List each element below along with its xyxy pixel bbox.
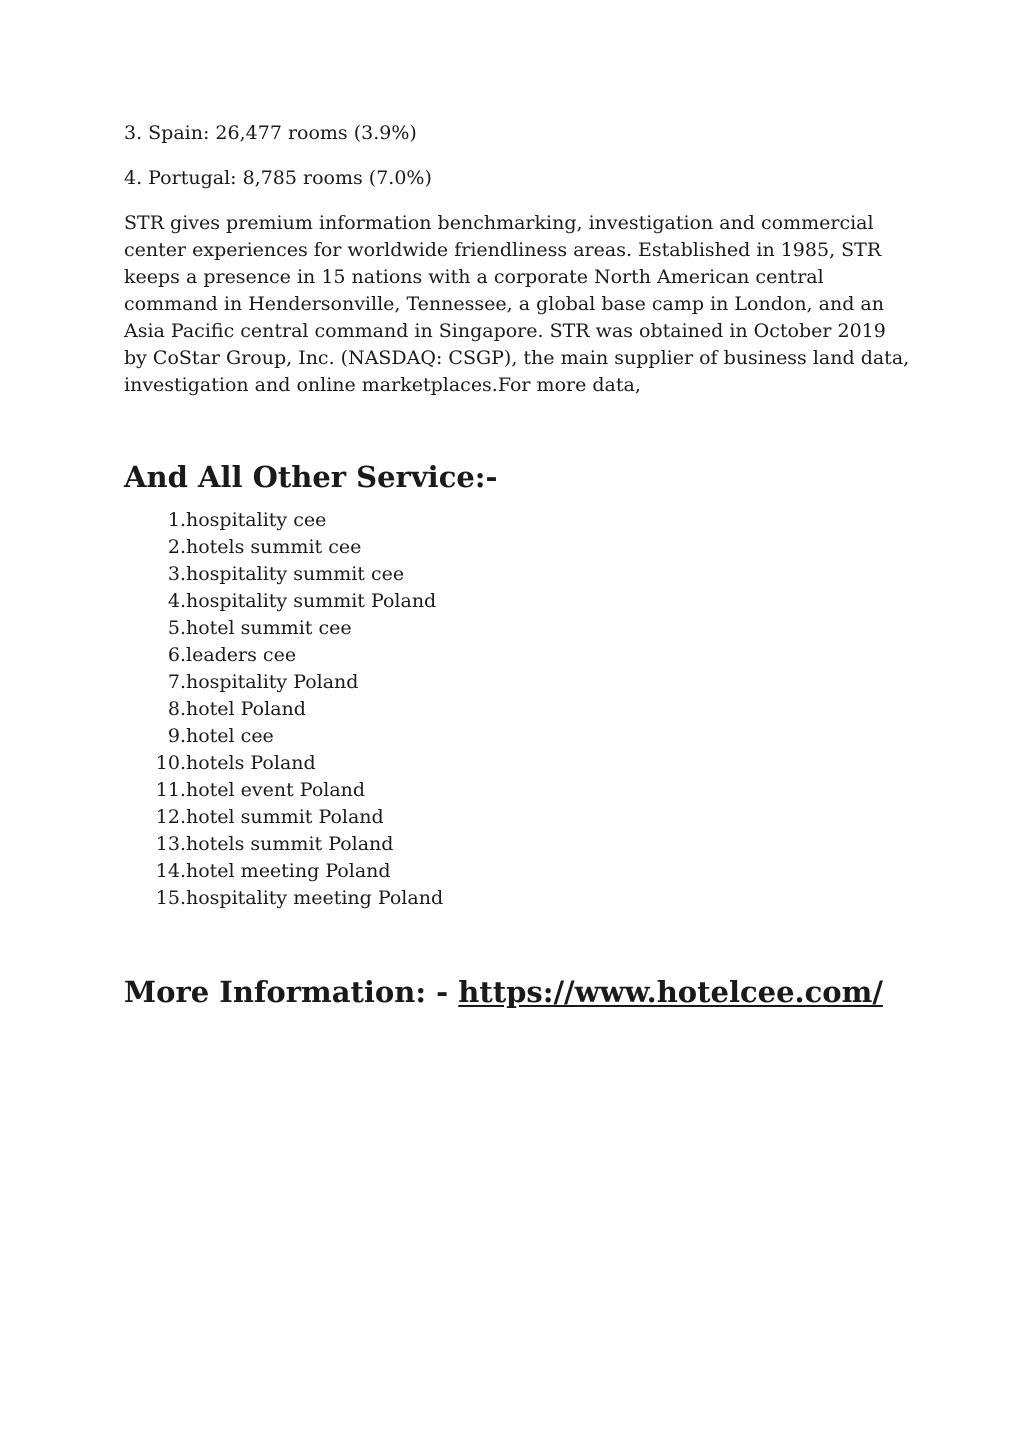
list-item xyxy=(124,777,914,804)
list-item-number: 8. xyxy=(167,698,186,720)
list-item-number: 1. xyxy=(167,509,186,531)
more-information-heading xyxy=(124,974,914,1010)
list-item-number: 15. xyxy=(155,887,186,909)
list-item xyxy=(124,885,914,912)
list-item xyxy=(124,642,914,669)
list-item-label: hospitality summit Poland xyxy=(186,590,437,612)
list-item-label: hotel cee xyxy=(186,725,274,747)
list-item xyxy=(124,507,914,534)
list-item-label: hotel Poland xyxy=(186,698,306,720)
list-item-number: 14. xyxy=(155,860,186,882)
list-item xyxy=(124,588,914,615)
list-item-label: hotel summit Poland xyxy=(186,806,384,828)
str-paragraph: STR gives premium information benchmarking, investigation and commercial center experiences for worldwide friendliness areas. Established in 1985, STR keeps a presence in 15 nations with a corporate North American central command in Hendersonville, Tennessee, a global base camp in London, and an Asia Pacific central command in Singapore. STR was obtained in October 2019 by CoStar Group, Inc. (NASDAQ: CSGP), the main supplier of business land data, investigation and online marketplaces.For more data, xyxy=(124,212,910,396)
list-item xyxy=(124,831,914,858)
list-item-number: 6. xyxy=(167,644,186,666)
list-item xyxy=(124,858,914,885)
list-item-label: hotels summit Poland xyxy=(186,833,394,855)
list-item xyxy=(124,561,914,588)
list-item xyxy=(124,804,914,831)
list-item-number: 2. xyxy=(167,536,186,558)
page-content xyxy=(124,120,914,1010)
list-item-label: hospitality cee xyxy=(186,509,327,531)
list-item-label: hospitality meeting Poland xyxy=(186,887,444,909)
list-item-label: hotels Poland xyxy=(186,752,316,774)
list-item-number: 13. xyxy=(155,833,186,855)
list-item xyxy=(124,696,914,723)
list-item-label: hospitality Poland xyxy=(186,671,359,693)
services-heading: And All Other Service:- xyxy=(124,460,498,494)
list-item-label: leaders cee xyxy=(186,644,297,666)
list-item-number: 9. xyxy=(167,725,186,747)
list-item-label: hotel summit cee xyxy=(186,617,352,639)
stat-line-spain: 3. Spain: 26,477 rooms (3.9%) xyxy=(124,122,417,144)
list-item-number: 3. xyxy=(167,563,186,585)
list-item xyxy=(124,750,914,777)
list-item-label: hotel event Poland xyxy=(186,779,366,801)
list-item-label: hotel meeting Poland xyxy=(186,860,391,882)
list-item xyxy=(124,534,914,561)
list-item-number: 4. xyxy=(167,590,186,612)
list-item-number: 11. xyxy=(155,779,186,801)
list-item-number: 5. xyxy=(167,617,186,639)
list-item xyxy=(124,669,914,696)
list-item xyxy=(124,615,914,642)
services-list xyxy=(124,507,914,912)
list-item-number: 7. xyxy=(167,671,186,693)
list-item-number: 12. xyxy=(155,806,186,828)
list-item-label: hotels summit cee xyxy=(186,536,362,558)
list-item-label: hospitality summit cee xyxy=(186,563,405,585)
list-item xyxy=(124,723,914,750)
more-information-label: More Information: - xyxy=(124,975,459,1009)
stat-line-portugal: 4. Portugal: 8,785 rooms (7.0%) xyxy=(124,167,432,189)
website-link[interactable]: https://www.hotelcee.com/ xyxy=(458,975,883,1009)
list-item-number: 10. xyxy=(155,752,186,774)
